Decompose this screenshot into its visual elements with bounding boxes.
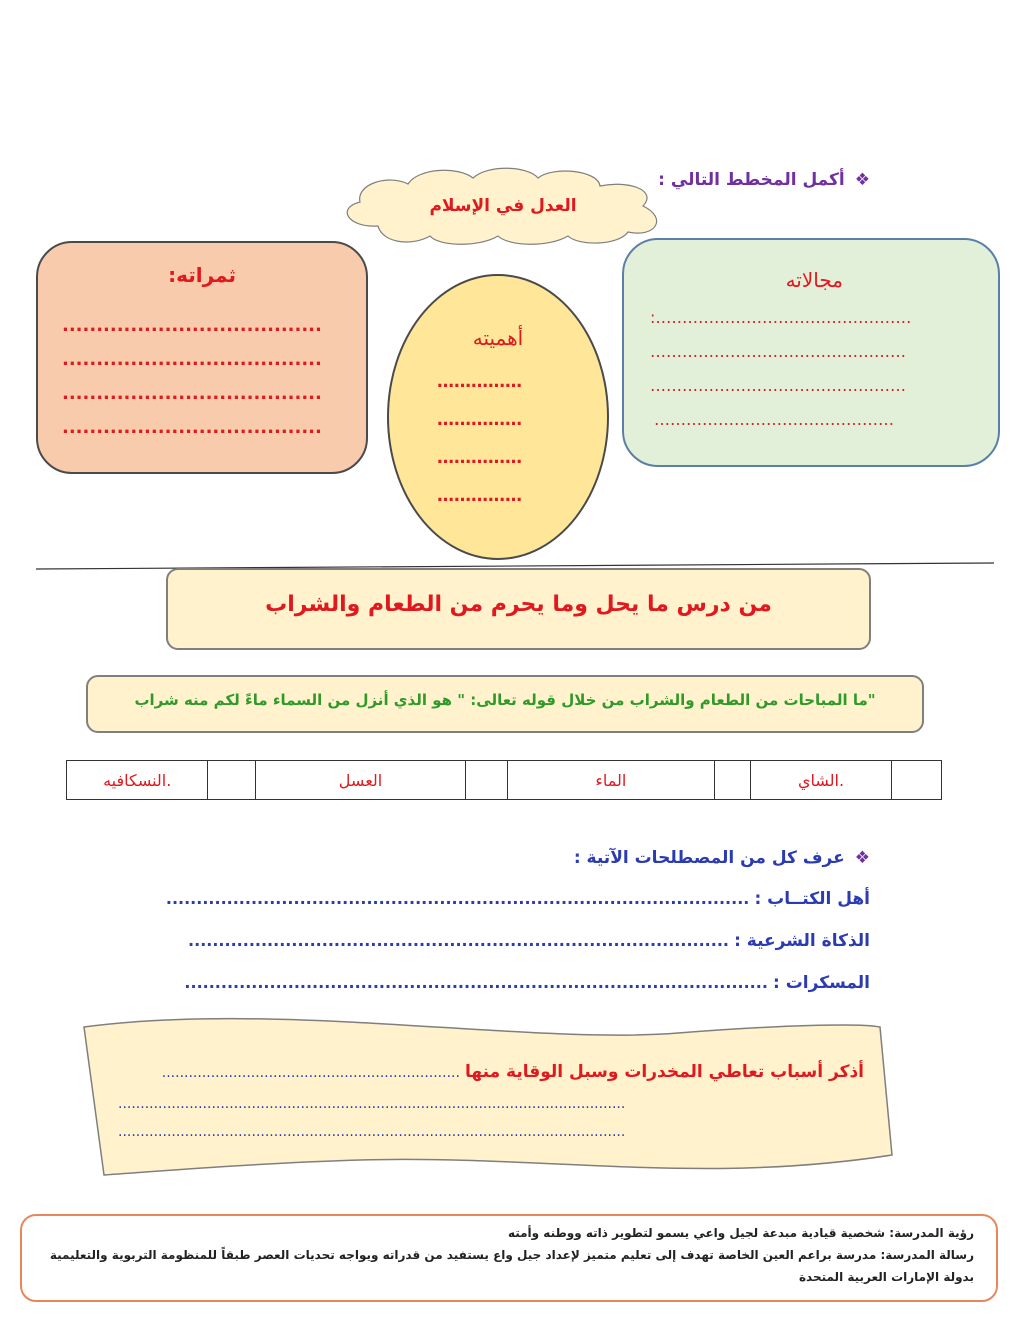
domains-line: ………………………………………… [650,376,906,395]
option-text: النسكافيه. [67,761,208,800]
importance-line: …………… [437,486,522,506]
option-checkbox[interactable] [208,761,256,800]
option-text: العسل [256,761,465,800]
fruits-title: ثمراته: [168,263,236,287]
fruits-line: ...................................... [62,383,322,404]
importance-line: …………… [437,410,522,430]
cloud-title: العدل في الإسلام [429,196,577,216]
lesson-banner-title: من درس ما يحل وما يحرم من الطعام والشراب [265,592,772,617]
importance-line: …………… [437,372,522,392]
definition-dots[interactable]: ......................................................................................... [188,931,729,950]
definition-row [188,931,870,951]
drugs-prompt-row [118,1062,864,1082]
importance-title: أهميته [472,326,524,350]
domains-box [622,238,1000,467]
footer-vision: رؤية المدرسة: شخصية قيادية مبدعة لجيل واعي يسمو لتطوير ذاته ووطنه وأمته [507,1226,974,1240]
option-checkbox[interactable] [892,761,942,800]
definitions-heading: ❖عرف كل من المصطلحات الآتية : [573,848,870,868]
fruits-box [36,241,368,474]
footer-box [20,1214,998,1302]
option-text: الماء [507,761,714,800]
definition-term: أهل الكتــاب : [754,889,870,909]
importance-line: …………… [437,448,522,468]
option-checkbox[interactable] [714,761,750,800]
footer-mission: رسالة المدرسة: مدرسة براعم العين الخاصة تهدف إلى تعليم متميز لإعداد جيل واع يستفيد من قدراته ويواجه تحديات العصر طبقاً للمنظومة التربوية والتعليمية [49,1248,974,1262]
drugs-line-dots[interactable]: ................................................................... [161,1065,460,1081]
domains-title: مجالاته [785,268,843,292]
definition-dots[interactable]: ................................................................................................ [165,889,750,908]
definition-term: الذكاة الشرعية : [734,931,870,951]
option-text: الشاي. [751,761,892,800]
definition-row [165,889,870,909]
importance-oval [387,274,609,560]
domains-line: ……………………………………… [654,410,894,429]
options-table [66,760,942,800]
lesson-banner [166,568,871,650]
definition-term: المسكرات : [773,973,870,993]
bullet-icon: ❖ [854,848,870,868]
question-text: "ما المباحات من الطعام والشراب من خلال قوله تعالى: " هو الذي أنزل من السماء ماءً لكم منه شراب [134,691,876,709]
drugs-answer-line[interactable]: .................................................................................................................. [118,1096,626,1112]
drugs-answer-line[interactable]: .................................................................................................................. [118,1124,626,1140]
bullet-icon: ❖ [854,170,870,190]
diagram-instruction: ❖أكمل المخطط التالي : [658,170,870,190]
fruits-line: ...................................... [62,349,322,370]
definition-row [184,973,870,993]
fruits-line: ...................................... [62,417,322,438]
domains-line: ………………………………………… [650,342,906,361]
footer-mission-country: بدولة الإمارات العربية المتحدة [798,1270,974,1284]
definition-dots[interactable]: ................................................................................................ [184,973,768,992]
fruits-line: ...................................... [62,315,322,336]
drugs-prompt: أذكر أسباب تعاطي المخدرات وسبل الوقاية منها [465,1062,864,1082]
question-box [86,675,924,733]
option-checkbox[interactable] [465,761,507,800]
domains-line: :………………………………………… [650,308,912,327]
